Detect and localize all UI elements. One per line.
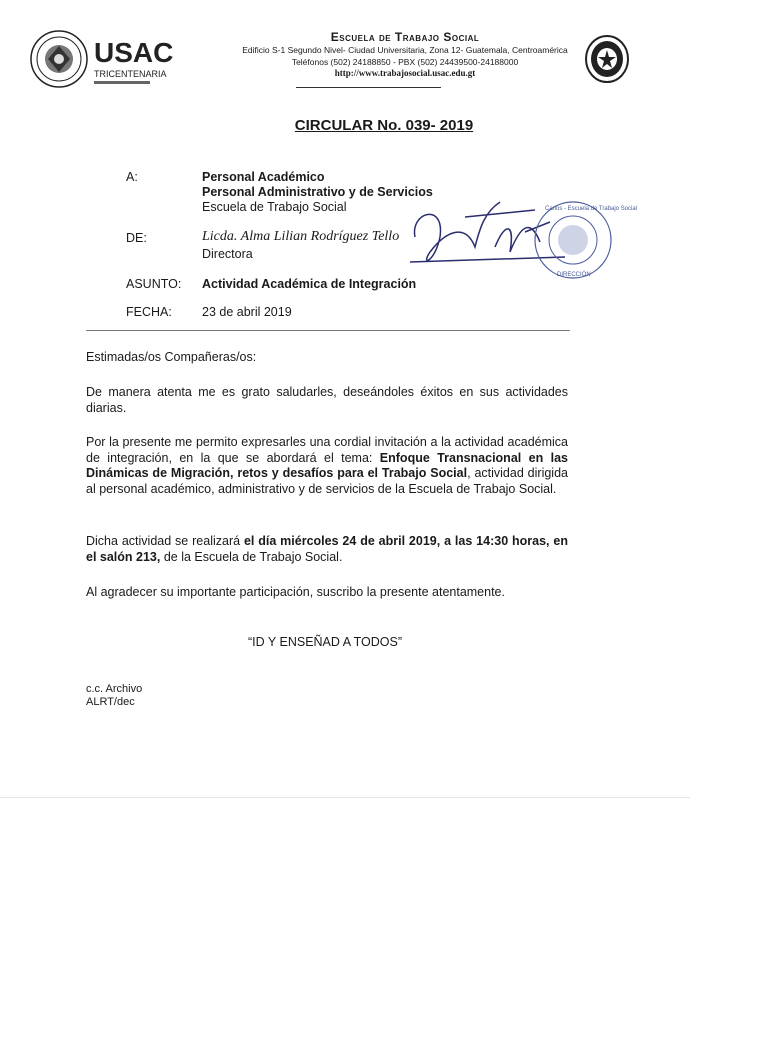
from-label: DE:	[126, 231, 147, 245]
to-recipient-1: Personal Académico	[202, 170, 325, 184]
to-recipient-2: Personal Administrativo y de Servicios	[202, 185, 433, 199]
letterhead	[170, 30, 640, 78]
date-text: 23 de abril 2019	[202, 305, 292, 319]
motto: “ID Y ENSEÑAD A TODOS”	[248, 635, 402, 649]
website-link[interactable]: http://www.trabajosocial.usac.edu.gt	[334, 68, 476, 78]
subject-text: Actividad Académica de Integración	[202, 277, 417, 291]
paragraph-1: De manera atenta me es grato saludarles, deseándoles éxitos en sus actividades diarias.	[86, 385, 568, 415]
paragraph-2-topic: Enfoque Transnacional en las Dinámicas de Migración, retos y desafíos para el Trabajo Social	[86, 450, 568, 481]
paragraph-2-text-b: , actividad dirigida al personal académico, administrativo y de servicios de la Escuela de Trabajo Social.	[86, 466, 568, 496]
paragraph-3	[86, 534, 568, 565]
greeting: Estimadas/os Compañeras/os:	[86, 350, 257, 364]
from-role: Directora	[202, 247, 253, 261]
to-recipient-3: Escuela de Trabajo Social	[202, 200, 347, 214]
cc-archive: c.c. Archivo	[86, 683, 143, 695]
paragraph-4: Al agradecer su importante participación, suscribo la presente atentamente.	[86, 585, 505, 599]
to-label: A:	[126, 170, 138, 184]
signature-and-stamp	[405, 192, 638, 287]
phone-line: Teléfonos (502) 24188850 - PBX (502) 24439500-24188000	[291, 57, 519, 67]
paragraph-3-details: el día miércoles 24 de abril 2019, a las 14:30 horas, en el salón 213,	[86, 534, 568, 564]
school-name: Escuela de Trabajo Social	[330, 30, 480, 44]
stamp-text-bottom: DIRECCIÓN	[557, 272, 591, 278]
subject-label: ASUNTO:	[126, 277, 182, 291]
paragraph-2	[86, 435, 568, 497]
from-name: Licda. Alma Lilian Rodríguez Tello	[202, 229, 400, 244]
usac-logo	[28, 28, 174, 90]
paragraph-3-text-b: de la Escuela de Trabajo Social.	[160, 549, 343, 564]
address-line: Edificio S-1 Segundo Nivel- Ciudad Universitaria, Zona 12- Guatemala, Centroamérica	[242, 45, 568, 55]
page-footer-line	[0, 797, 690, 798]
memo-divider	[86, 330, 570, 331]
logo-text: USAC	[94, 37, 174, 68]
date-label: FECHA:	[126, 305, 172, 319]
header-underline	[296, 87, 441, 88]
stamp-text-top: Carlos - Escuela de Trabajo Social	[545, 206, 638, 212]
circular-title: CIRCULAR No. 039- 2019	[294, 117, 474, 134]
cc-initials: ALRT/dec	[86, 696, 135, 708]
school-seal-icon	[584, 34, 630, 84]
logo-subtext: TRICENTENARIA	[94, 69, 167, 79]
paragraph-2-text-a: Por la presente me permito expresarles una cordial invitación a la actividad académica de integración, en la que se abordará el tema:	[86, 435, 568, 465]
paragraph-3-text-a: Dicha actividad se realizará	[86, 534, 244, 548]
